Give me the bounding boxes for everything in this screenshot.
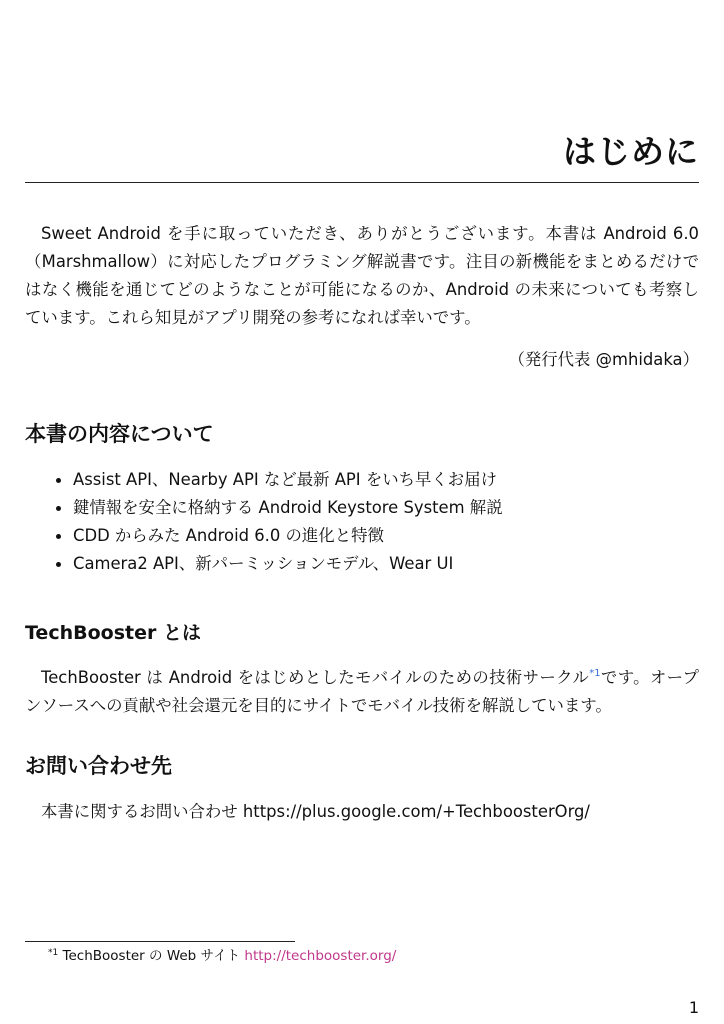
- footnote-mark: *1: [48, 948, 59, 958]
- techbooster-text-before: TechBooster は Android をはじめとしたモバイルのための技術サークル: [41, 668, 590, 687]
- footnote-text: TechBooster の Web サイト: [62, 948, 241, 964]
- footnote-ref-link[interactable]: *1: [589, 668, 601, 679]
- contents-heading: 本書の内容について: [25, 422, 214, 446]
- list-item-text: Camera2 API、新パーミッションモデル、Wear UI: [73, 554, 454, 573]
- techbooster-paragraph: [25, 664, 699, 720]
- bullet-icon: [56, 562, 61, 567]
- contents-list: [56, 466, 503, 578]
- list-item-text: 鍵情報を安全に格納する Android Keystore System 解説: [73, 498, 503, 517]
- contact-paragraph: 本書に関するお問い合わせ https://plus.google.com/+TechboosterOrg/: [41, 802, 590, 821]
- list-item: [56, 466, 503, 494]
- bullet-icon: [56, 478, 61, 483]
- list-item: [56, 522, 503, 550]
- list-item: [56, 550, 503, 578]
- techbooster-text-after: です。オープンソースへの貢献や社会還元を目的にサイトでモバイル技術を解説しています。: [25, 668, 699, 715]
- list-item-text: Assist API、Nearby API など最新 API をいち早くお届け: [73, 470, 497, 489]
- list-item-text: CDD からみた Android 6.0 の進化と特徴: [73, 526, 384, 545]
- list-item: [56, 494, 503, 522]
- techbooster-heading: TechBooster とは: [25, 622, 201, 644]
- footnote-divider: [25, 941, 295, 942]
- bullet-icon: [56, 534, 61, 539]
- page-number: 1: [688, 998, 699, 1017]
- intro-paragraph: Sweet Android を手に取っていただき、ありがとうございます。本書は Android 6.0（Marshmallow）に対応したプログラミング解説書です。注目の新機能をまとめるだけではなく機能を通じてどのようなことが可能になるのか、Android の未来についても考察しています。これら知見がアプリ開発の参考になれば幸いです。: [25, 224, 699, 327]
- title-divider: [25, 182, 699, 183]
- footnote: [48, 946, 396, 966]
- contact-heading: お問い合わせ先: [25, 754, 172, 778]
- intro-signature: （発行代表 @mhidaka）: [508, 350, 699, 369]
- page-title: はじめに: [563, 132, 699, 171]
- footnote-link[interactable]: http://techbooster.org/: [244, 948, 397, 964]
- bullet-icon: [56, 506, 61, 511]
